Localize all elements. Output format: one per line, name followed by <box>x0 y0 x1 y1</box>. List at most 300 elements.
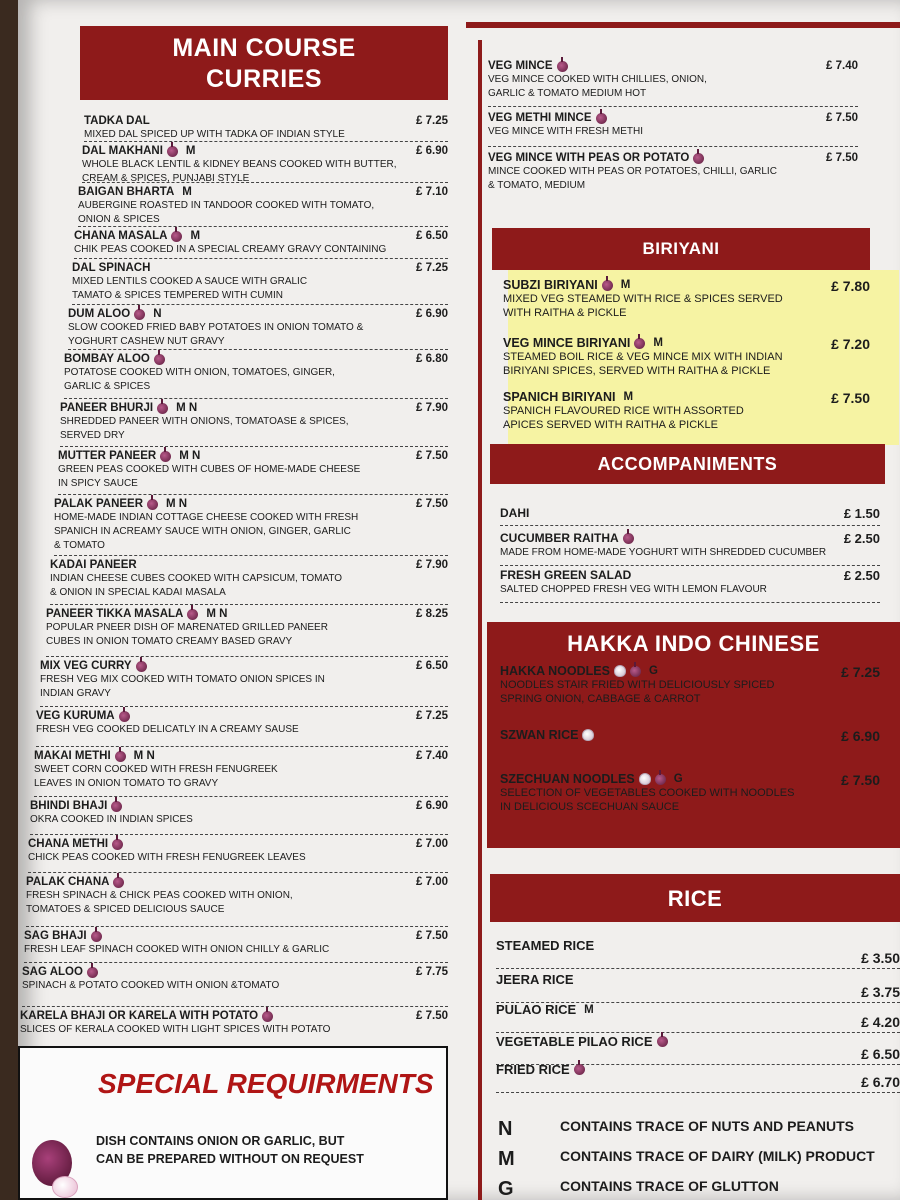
dotted-separator <box>28 872 448 873</box>
item-description: & TOMATO, MEDIUM <box>488 180 586 191</box>
item-price: £ 3.50 <box>861 950 900 966</box>
dotted-separator <box>500 565 880 566</box>
item-price: £ 7.80 <box>831 278 870 294</box>
item-description: CUBES IN ONION TOMATO CREAMY BASED GRAVY <box>46 636 293 647</box>
item-price: £ 7.50 <box>826 112 858 124</box>
onion-icon <box>147 499 158 510</box>
dotted-separator <box>34 796 448 797</box>
onion-icon <box>634 338 645 349</box>
item-price: £ 7.25 <box>416 115 448 127</box>
item-description: OKRA COOKED IN INDIAN SPICES <box>30 814 193 825</box>
allergen-codes: G <box>648 665 658 677</box>
item-description: IN SPICY SAUCE <box>58 478 138 489</box>
dotted-separator <box>36 746 448 747</box>
item-name-row <box>46 608 448 620</box>
item-price: £ 6.50 <box>861 1046 900 1062</box>
dotted-separator <box>74 258 448 259</box>
onion-icon <box>113 877 124 888</box>
item-name: SAG ALOO <box>22 966 83 978</box>
item-description: CHICK PEAS COOKED WITH FRESH FENUGREEK LEAVES <box>28 852 306 863</box>
item-name-row <box>500 772 880 786</box>
dotted-separator <box>46 656 448 657</box>
item-name: FRIED RICE <box>496 1062 570 1077</box>
item-name: VEG METHI MINCE <box>488 112 592 124</box>
item-name: SZWAN RICE <box>500 728 579 742</box>
item-price: £ 7.40 <box>416 750 448 762</box>
item-description: WHOLE BLACK LENTIL & KIDNEY BEANS COOKED WITH BUTTER, <box>82 159 397 170</box>
item-name-row <box>500 728 880 742</box>
menu-item-bhindi-bhaji <box>30 800 448 826</box>
item-description: VEG MINCE COOKED WITH CHILLIES, ONION, <box>488 74 707 85</box>
item-name: DAL MAKHANI <box>82 145 163 157</box>
item-description: INDIAN GRAVY <box>40 688 111 699</box>
item-description: SELECTION OF VEGETABLES COOKED WITH NOODLES <box>500 787 795 799</box>
item-description: GREEN PEAS COOKED WITH CUBES OF HOME-MADE CHEESE <box>58 464 361 475</box>
dotted-separator <box>22 1006 448 1007</box>
item-description: TAMATO & SPICES TEMPERED WITH CUMIN <box>72 290 283 301</box>
menu-item-sag-bhaji <box>24 930 448 956</box>
item-price: £ 6.50 <box>416 230 448 242</box>
onion-icon <box>112 839 123 850</box>
item-name: PANEER BHURJI <box>60 402 154 414</box>
onion-icon <box>91 931 102 942</box>
item-name: DAHI <box>500 506 530 520</box>
item-name: FRESH GREEN SALAD <box>500 568 632 582</box>
onion-icon <box>167 146 178 157</box>
item-name-row <box>500 531 880 545</box>
item-description: STEAMED BOIL RICE & VEG MINCE MIX WITH INDIAN <box>503 351 783 363</box>
item-description: SLOW COOKED FRIED BABY POTATOES IN ONION TOMATO & <box>68 322 364 333</box>
menu-item-vegetable-pilao-rice <box>496 1034 900 1062</box>
item-name-row <box>72 262 448 274</box>
item-name: VEG MINCE BIRIYANI <box>503 336 631 350</box>
item-price: £ 6.90 <box>416 145 448 157</box>
item-name-row <box>503 390 870 404</box>
item-name: PALAK CHANA <box>26 876 110 888</box>
special-requirements-box <box>18 1046 448 1200</box>
biriyani-title: BIRIYANI <box>642 239 720 258</box>
item-name-row <box>24 930 448 942</box>
menu-item-mutter-paneer <box>58 450 448 490</box>
legend-row-m <box>498 1148 875 1171</box>
menu-item-mix-veg-curry <box>40 660 448 700</box>
menu-item-cucumber-raitha <box>500 531 880 559</box>
menu-item-szwan-rice <box>500 728 880 742</box>
hakka-title: HAKKA INDO CHINESE <box>567 631 820 656</box>
accompaniments-banner <box>490 444 885 484</box>
item-description: SERVED DRY <box>60 430 125 441</box>
item-description: & ONION IN SPECIAL KADAI MASALA <box>50 587 226 598</box>
dotted-separator <box>30 834 448 835</box>
item-price: £ 7.50 <box>841 772 880 788</box>
item-name: HAKKA NOODLES <box>500 664 610 678</box>
item-description: MIXED VEG STEAMED WITH RICE & SPICES SERVED <box>503 293 783 305</box>
item-price: £ 7.50 <box>826 152 858 164</box>
garlic-icon <box>639 773 651 785</box>
dotted-separator <box>72 304 448 305</box>
item-price: £ 6.70 <box>861 1074 900 1090</box>
allergen-codes: M N <box>133 750 155 762</box>
item-description: SHREDDED PANEER WITH ONIONS, TOMATOASE & SPICES, <box>60 416 349 427</box>
item-name: CHANA METHI <box>28 838 109 850</box>
item-name: BAIGAN BHARTA <box>78 186 175 198</box>
legend-row-n <box>498 1118 854 1141</box>
menu-item-makai-methi <box>34 750 448 790</box>
item-price: £ 7.50 <box>416 450 448 462</box>
menu-item-sag-aloo <box>22 966 448 992</box>
item-name-row <box>503 336 870 350</box>
item-price: £ 7.75 <box>416 966 448 978</box>
item-description: LEAVES IN ONION TOMATO TO GRAVY <box>34 778 219 789</box>
item-name: SPANICH BIRIYANI <box>503 390 616 404</box>
menu-item-dum-aloo <box>68 308 448 348</box>
allergen-codes: M <box>620 279 631 291</box>
onion-icon <box>596 113 607 124</box>
item-name: CHANA MASALA <box>74 230 168 242</box>
item-name-row <box>58 450 448 462</box>
menu-item-veg-methi-mince <box>488 112 858 138</box>
item-description: & TOMATO <box>54 540 105 551</box>
item-description: MIXED LENTILS COOKED A SAUCE WITH GRALIC <box>72 276 308 287</box>
item-name: STEAMED RICE <box>496 938 595 953</box>
special-requirements-text <box>96 1132 364 1168</box>
item-name-row <box>28 838 448 850</box>
allergen-codes: M <box>623 391 634 403</box>
dotted-separator <box>488 146 858 147</box>
item-name: VEGETABLE PILAO RICE <box>496 1034 653 1049</box>
item-name-row <box>74 230 448 242</box>
item-name: MAKAI METHI <box>34 750 111 762</box>
item-name: DUM ALOO <box>68 308 131 320</box>
allergen-codes: M <box>182 186 192 198</box>
dotted-separator <box>78 226 448 227</box>
item-description: BIRIYANI SPICES, SERVED WITH RAITHA & PICKLE <box>503 365 771 377</box>
onion-icon <box>657 1036 668 1047</box>
onion-icon <box>655 774 666 785</box>
item-description: SWEET CORN COOKED WITH FRESH FENUGREEK <box>34 764 278 775</box>
item-price: £ 7.40 <box>826 60 858 72</box>
onion-icon <box>623 533 634 544</box>
legend-code: N <box>498 1118 513 1140</box>
item-name: CUCUMBER RAITHA <box>500 531 619 545</box>
item-price: £ 7.50 <box>416 930 448 942</box>
allergen-codes: M N <box>176 402 198 414</box>
item-name-row <box>500 506 880 520</box>
item-name-row <box>64 353 448 365</box>
item-name-row <box>496 972 900 987</box>
menu-item-fried-rice <box>496 1062 900 1090</box>
menu-item-karela-bhaji-or-karela-with-potato <box>20 1010 448 1036</box>
onion-icon <box>157 403 168 414</box>
rice-banner <box>490 874 900 922</box>
item-description: SPANICH FLAVOURED RICE WITH ASSORTED <box>503 405 744 417</box>
item-price: £ 7.50 <box>831 390 870 406</box>
legend-code: G <box>498 1178 514 1200</box>
item-description: POPULAR PNEER DISH OF MARENATED GRILLED PANEER <box>46 622 328 633</box>
column-divider <box>478 40 482 1200</box>
legend-text: CONTAINS TRACE OF DAIRY (MILK) PRODUCT <box>560 1148 875 1164</box>
dotted-separator <box>82 182 448 183</box>
item-name-row <box>30 800 448 812</box>
legend-text: CONTAINS TRACE OF NUTS AND PEANUTS <box>560 1118 854 1134</box>
dotted-separator <box>40 706 448 707</box>
onion-icon <box>154 354 165 365</box>
item-price: £ 7.00 <box>416 876 448 888</box>
allergen-codes: M N <box>179 450 201 462</box>
menu-item-chana-methi <box>28 838 448 864</box>
item-price: £ 7.00 <box>416 838 448 850</box>
rice-title: RICE <box>667 886 723 911</box>
item-name: VEG MINCE <box>488 60 553 72</box>
onion-icon <box>693 153 704 164</box>
item-price: £ 2.50 <box>843 531 880 546</box>
item-name: VEG MINCE WITH PEAS OR POTATO <box>488 152 690 164</box>
special-line-2: CAN BE PREPARED WITHOUT ON REQUEST <box>96 1152 364 1166</box>
item-description: FRESH SPINACH & CHICK PEAS COOKED WITH ONION, <box>26 890 293 901</box>
menu-item-spanich-biriyani <box>503 390 870 432</box>
garlic-illustration-icon <box>52 1176 78 1198</box>
item-name-row <box>50 559 448 571</box>
menu-item-dal-makhani <box>82 145 448 185</box>
item-name: MUTTER PANEER <box>58 450 157 462</box>
allergen-codes: M N <box>206 608 228 620</box>
onion-icon <box>134 309 145 320</box>
dotted-separator <box>24 962 448 963</box>
special-requirements-title: SPECIAL REQUIRMENTS <box>98 1068 434 1099</box>
biriyani-banner <box>492 228 870 270</box>
onion-icon <box>557 61 568 72</box>
item-description: MADE FROM HOME-MADE YOGHURT WITH SHREDDED CUCUMBER <box>500 547 827 558</box>
allergen-codes: M N <box>166 498 188 510</box>
item-name-row <box>488 152 858 164</box>
item-name-row <box>54 498 448 510</box>
item-price: £ 7.20 <box>831 336 870 352</box>
item-name-row <box>488 112 858 124</box>
menu-item-palak-chana <box>26 876 448 916</box>
item-price: £ 7.25 <box>841 664 880 680</box>
menu-item-subzi-biriyani <box>503 278 870 320</box>
right-top-rule <box>466 22 900 28</box>
item-description: SPINACH & POTATO COOKED WITH ONION &TOMATO <box>22 980 280 991</box>
onion-icon <box>87 967 98 978</box>
allergen-codes: M <box>190 230 201 242</box>
menu-item-hakka-noodles <box>500 664 880 706</box>
item-description: SALTED CHOPPED FRESH VEG WITH LEMON FLAVOUR <box>500 584 767 595</box>
allergen-codes: N <box>153 308 162 320</box>
item-name: KADAI PANEER <box>50 559 137 571</box>
menu-item-kadai-paneer <box>50 559 448 599</box>
item-description: HOME-MADE INDIAN COTTAGE CHEESE COOKED WITH FRESH <box>54 512 359 523</box>
item-name-row <box>500 664 880 678</box>
item-name: DAL SPINACH <box>72 262 151 274</box>
dotted-separator <box>54 555 448 556</box>
item-name: SAG BHAJI <box>24 930 87 942</box>
onion-icon <box>111 801 122 812</box>
item-description: ONION & SPICES <box>78 214 160 225</box>
item-name-row <box>82 145 448 157</box>
dotted-separator <box>26 926 448 927</box>
item-description: APICES SERVED WITH RAITHA & PICKLE <box>503 419 718 431</box>
item-price: £ 7.90 <box>416 559 448 571</box>
item-description: GARLIC & SPICES <box>64 381 151 392</box>
menu-item-jeera-rice <box>496 972 900 1000</box>
item-price: £ 1.50 <box>843 506 880 521</box>
onion-icon <box>136 661 147 672</box>
item-description: MIXED DAL SPICED UP WITH TADKA OF INDIAN STYLE <box>84 129 345 140</box>
menu-item-pulao-rice <box>496 1002 900 1030</box>
main-course-banner <box>80 26 448 100</box>
garlic-icon <box>614 665 626 677</box>
menu-item-veg-kuruma <box>36 710 448 736</box>
item-description: POTATOSE COOKED WITH ONION, TOMATOES, GINGER, <box>64 367 335 378</box>
menu-item-veg-mince-biriyani <box>503 336 870 378</box>
item-name: BHINDI BHAJI <box>30 800 108 812</box>
legend-code: M <box>498 1148 515 1170</box>
item-name-row <box>26 876 448 888</box>
item-name: BOMBAY ALOO <box>64 353 150 365</box>
dotted-separator <box>50 604 448 605</box>
menu-item-fresh-green-salad <box>500 568 880 596</box>
item-description: CREAM & SPICES, PUNJABI STYLE <box>82 173 250 184</box>
accompaniments-title: ACCOMPANIMENTS <box>597 454 778 474</box>
onion-icon <box>187 609 198 620</box>
item-price: £ 4.20 <box>861 1014 900 1030</box>
item-name-row <box>36 710 448 722</box>
item-price: £ 2.50 <box>843 568 880 583</box>
item-name-row <box>68 308 448 320</box>
item-name-row <box>496 1034 900 1049</box>
allergen-codes: M <box>584 1003 594 1016</box>
onion-icon <box>602 280 613 291</box>
dotted-separator <box>68 349 448 350</box>
main-course-title-line2: CURRIES <box>205 65 322 93</box>
menu-item-veg-mince <box>488 60 858 100</box>
item-name: JEERA RICE <box>496 972 574 987</box>
onion-icon <box>115 751 126 762</box>
item-description: GARLIC & TOMATO MEDIUM HOT <box>488 88 647 99</box>
main-course-title-line1: MAIN COURSE <box>172 34 356 62</box>
item-name-row <box>20 1010 448 1022</box>
item-name: PANEER TIKKA MASALA <box>46 608 184 620</box>
onion-icon <box>574 1064 585 1075</box>
item-name-row <box>496 1062 900 1077</box>
item-price: £ 6.80 <box>416 353 448 365</box>
menu-item-szechuan-noodles <box>500 772 880 814</box>
item-price: £ 7.50 <box>416 498 448 510</box>
dotted-separator <box>496 1092 900 1093</box>
item-price: £ 6.90 <box>841 728 880 744</box>
dotted-separator <box>488 106 858 107</box>
onion-icon <box>171 231 182 242</box>
menu-sheet <box>18 0 900 1200</box>
item-description: TOMATOES & SPICED DELICIOUS SAUCE <box>26 904 225 915</box>
item-name-row <box>40 660 448 672</box>
item-description: IN DELICIOUS SCECHUAN SAUCE <box>500 801 680 813</box>
item-description: FRESH LEAF SPINACH COOKED WITH ONION CHILLY & GARLIC <box>24 944 330 955</box>
item-description: SPRING ONION, CABBAGE & CARROT <box>500 693 701 705</box>
item-price: £ 6.90 <box>416 308 448 320</box>
item-description: WITH RAITHA & PICKLE <box>503 307 627 319</box>
dotted-separator <box>500 602 880 603</box>
menu-item-dal-spinach <box>72 262 448 302</box>
garlic-icon <box>582 729 594 741</box>
dotted-separator <box>496 1032 900 1033</box>
item-price: £ 3.75 <box>861 984 900 1000</box>
menu-item-chana-masala <box>74 230 448 256</box>
item-name: MIX VEG CURRY <box>40 660 132 672</box>
onion-icon <box>262 1011 273 1022</box>
item-name-row <box>503 278 870 292</box>
item-description: CHIK PEAS COOKED IN A SPECIAL CREAMY GRAVY CONTAINING <box>74 244 387 255</box>
legend-row-g <box>498 1178 779 1200</box>
item-description: FRESH VEG COOKED DELICATLY IN A CREAMY SAUSE <box>36 724 299 735</box>
menu-item-bombay-aloo <box>64 353 448 393</box>
item-name: VEG KURUMA <box>36 710 115 722</box>
menu-item-veg-mince-with-peas-or-potato <box>488 152 858 192</box>
item-name-row <box>78 186 448 198</box>
allergen-codes: M <box>185 145 196 157</box>
onion-icon <box>160 451 171 462</box>
dotted-separator <box>496 968 900 969</box>
onion-icon <box>630 666 641 677</box>
item-price: £ 7.50 <box>416 1010 448 1022</box>
item-description: FRESH VEG MIX COOKED WITH TOMATO ONION SPICES IN <box>40 674 325 685</box>
dotted-separator <box>64 398 448 399</box>
dotted-separator <box>500 525 880 526</box>
item-description: INDIAN CHEESE CUBES COOKED WITH CAPSICUM, TOMATO <box>50 573 343 584</box>
menu-item-steamed-rice <box>496 938 900 966</box>
menu-item-baigan-bharta <box>78 186 448 226</box>
dotted-separator <box>58 494 448 495</box>
item-name: PULAO RICE <box>496 1002 577 1017</box>
item-name-row <box>496 938 900 953</box>
item-description: VEG MINCE WITH FRESH METHI <box>488 126 643 137</box>
item-name: KARELA BHAJI OR KARELA WITH POTATO <box>20 1010 259 1022</box>
item-price: £ 8.25 <box>416 608 448 620</box>
item-name-row <box>488 60 858 72</box>
item-description: SPANICH IN ACREAMY SAUCE WITH ONION, GINGER, GARLIC <box>54 526 351 537</box>
item-name: SZECHUAN NOODLES <box>500 772 635 786</box>
item-description: AUBERGINE ROASTED IN TANDOOR COOKED WITH TOMATO, <box>78 200 375 211</box>
item-price: £ 6.50 <box>416 660 448 672</box>
item-name: TADKA DAL <box>84 115 150 127</box>
item-price: £ 6.90 <box>416 800 448 812</box>
allergen-codes: G <box>673 773 683 785</box>
menu-item-dahi <box>500 506 880 520</box>
item-name: SUBZI BIRIYANI <box>503 278 598 292</box>
item-description: YOGHURT CASHEW NUT GRAVY <box>68 336 225 347</box>
item-name-row <box>84 115 448 127</box>
hakka-banner <box>487 622 900 662</box>
item-description: SLICES OF KERALA COOKED WITH LIGHT SPICES WITH POTATO <box>20 1024 331 1035</box>
legend-text: CONTAINS TRACE OF GLUTTON <box>560 1178 779 1194</box>
special-line-1: DISH CONTAINS ONION OR GARLIC, BUT <box>96 1134 345 1148</box>
dotted-separator <box>60 446 448 447</box>
menu-item-palak-paneer <box>54 498 448 552</box>
item-name-row <box>22 966 448 978</box>
item-description: NOODLES STAIR FRIED WITH DELICIOUSLY SPICED <box>500 679 775 691</box>
item-name-row <box>500 568 880 582</box>
menu-item-paneer-tikka-masala <box>46 608 448 648</box>
onion-icon <box>119 711 130 722</box>
dotted-separator <box>84 141 448 142</box>
item-price: £ 7.25 <box>416 710 448 722</box>
item-name-row <box>496 1002 900 1017</box>
item-price: £ 7.25 <box>416 262 448 274</box>
item-name-row <box>34 750 448 762</box>
item-price: £ 7.10 <box>416 186 448 198</box>
item-price: £ 7.90 <box>416 402 448 414</box>
